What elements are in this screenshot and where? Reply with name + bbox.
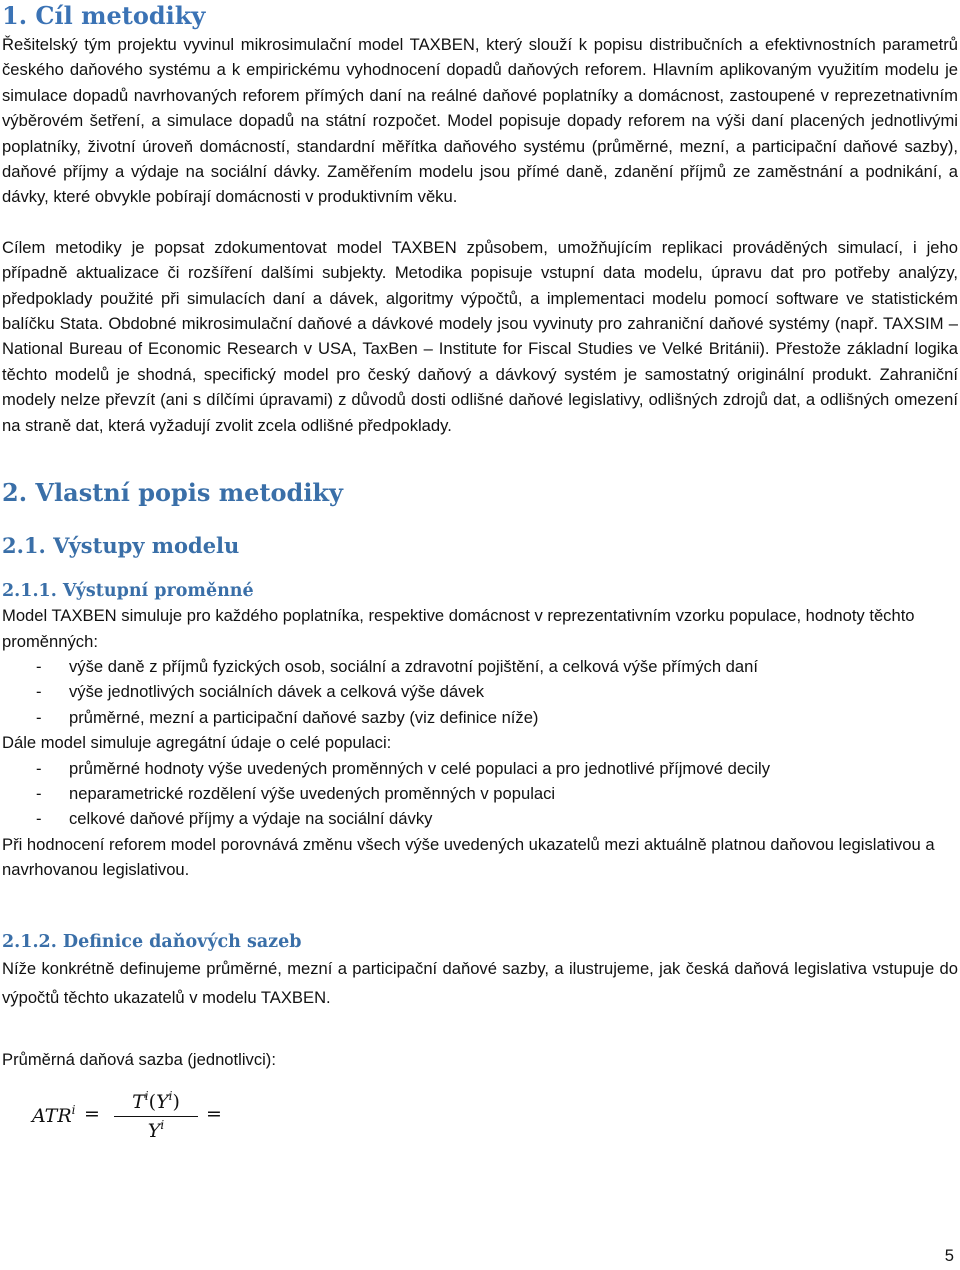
list-item xyxy=(2,756,958,781)
dash-bullet: - xyxy=(36,758,42,778)
list-aggregate-outputs xyxy=(2,756,958,832)
section-heading-vlastni-popis: 2. Vlastní popis metodiky xyxy=(2,478,344,508)
dash-bullet: - xyxy=(36,682,42,702)
list-item-text: celkové daňové příjmy a výdaje na sociální dávky xyxy=(69,809,433,829)
formula-tax-symbol: T xyxy=(132,1090,145,1113)
formula-fraction xyxy=(110,1089,202,1144)
formula-fraction-bar xyxy=(114,1116,198,1117)
formula-lhs xyxy=(32,1102,76,1127)
list-item xyxy=(2,781,958,806)
formula-open-paren: ( xyxy=(148,1090,157,1113)
formula-superscript: i xyxy=(168,1088,173,1103)
formula-superscript: i xyxy=(144,1088,149,1103)
formula-denominator xyxy=(110,1118,202,1144)
list-individual-outputs xyxy=(2,654,958,730)
dash-bullet: - xyxy=(36,707,42,727)
dash-bullet: - xyxy=(36,809,42,829)
list-item xyxy=(2,679,958,704)
subsection-heading-vystupy-modelu: 2.1. Výstupy modelu xyxy=(2,533,240,559)
formula-income-symbol: Y xyxy=(147,1119,161,1142)
paragraph-goal: Cílem metodiky je popsat zdokumentovat model TAXBEN způsobem, umožňujícím replikaci prováděných simulací, i jeho případně aktualizace či rozšíření dalšími subjekty. Metodika popisuje vstupní data modelu, úpravu dat pro potřeby analýzy, předpoklady použité při simulacích daní a dávek, algoritmy výpočtů, a implementaci modelu pomocí software ve statistickém balíčku Stata. Obdobné mikrosimulační daňové a dávkové modely jsou vyvinuty pro zahraniční daňové systémy (např. TAXSIM – National Bureau of Economic Research v USA, TaxBen – Institute for Fiscal Studies ve Velké Británii). Přestože základní logika těchto modelů je shodná, specifický model pro český daňový a dávkový systém je samostatný originální produkt. Zahraniční modely nelze převzít (ani s dílčími úpravami) z důvodů dosti odlišné daňové legislativy, odlišných zdrojů dat, a odlišných omezení na straně dat, která vyžadují zvolit zcela odlišné předpoklady. xyxy=(2,237,958,435)
dash-bullet: - xyxy=(36,656,42,676)
list-item-text: průměrné, mezní a participační daňové sazby (viz definice níže) xyxy=(69,707,539,727)
formula-equals-sign: = xyxy=(206,1102,222,1125)
formula-label: Průměrná daňová sazba (jednotlivci): xyxy=(2,1049,276,1069)
dash-bullet: - xyxy=(36,783,42,803)
page-number: 5 xyxy=(944,1246,954,1265)
paragraph-rates-definition: Níže konkrétně definujeme průměrné, mezní a participační daňové sazby, a ilustrujeme, jak česká daňová legislativa vstupuje do výpočtů těchto ukazatelů v modelu TAXBEN. xyxy=(2,958,958,1007)
list-item-text: průměrné hodnoty výše uvedených proměnných v celé populaci a pro jednotlivé příjmové decily xyxy=(69,758,771,778)
average-tax-rate-formula xyxy=(32,1089,958,1149)
paragraph-aggregate-intro: Dále model simuluje agregátní údaje o celé populaci: xyxy=(2,733,392,753)
list-item-text: výše daně z příjmů fyzických osob, sociální a zdravotní pojištění, a celková výše přímých daní xyxy=(69,656,758,676)
formula-atr-symbol: ATR xyxy=(32,1104,72,1127)
list-item-text: neparametrické rozdělení výše uvedených proměnných v populaci xyxy=(69,783,556,803)
paragraph-reform-comparison: Při hodnocení reforem model porovnává změnu všech výše uvedených ukazatelů mezi aktuálně platnou daňovou legislativou a navrhovanou legislativou. xyxy=(2,834,935,880)
paragraph-gap xyxy=(2,210,958,235)
formula-close-paren: ) xyxy=(172,1090,180,1113)
section-heading-cil-metodiky: 1. Cíl metodiky xyxy=(2,1,206,30)
paragraph-intro: Řešitelský tým projektu vyvinul mikrosimulační model TAXBEN, který slouží k popisu distribučních a efektivnostních parametrů českého daňového systému a k empirickému vyhodnocení dopadů daňových reforem. Hlavním aplikovaným využitím modelu je simulace dopadů navrhovaných reforem přímých daní na reálné daňové poplatníky a domácnost, zastoupené v reprezetnativním výběrovém šetření, a simulace dopadů na státní rozpočet. Model popisuje dopady reforem na výši daní placených jednotlivými poplatníky, životní úroveň domácností, standardní měřítka daňového systému (průměrné, mezní, a participační daňové sazby), daňové příjmy a výdaje na sociální dávky. Zaměřením modelu jsou přímé daně, zdanění příjmů ze zaměstnání a podnikání, a dávky, které obvykle pobírají domácnosti v produktivním věku. xyxy=(2,35,958,207)
formula-equals-sign: = xyxy=(84,1102,100,1125)
list-item xyxy=(2,705,958,730)
formula-superscript: i xyxy=(71,1102,76,1117)
list-item-text: výše jednotlivých sociálních dávek a celková výše dávek xyxy=(69,682,485,702)
paragraph-variables-intro: Model TAXBEN simuluje pro každého poplatníka, respektive domácnost v reprezentativním vzorku populace, hodnoty těchto proměnných: xyxy=(2,606,915,651)
subsubsection-heading-definice-sazeb: 2.1.2. Definice daňových sazeb xyxy=(2,931,302,952)
formula-income-symbol: Y xyxy=(156,1090,169,1113)
list-item xyxy=(2,806,958,831)
subsubsection-heading-vystupni-promenne: 2.1.1. Výstupní proměnné xyxy=(2,581,254,602)
list-item xyxy=(2,654,958,679)
formula-numerator xyxy=(110,1089,202,1115)
formula-superscript: i xyxy=(160,1117,165,1132)
